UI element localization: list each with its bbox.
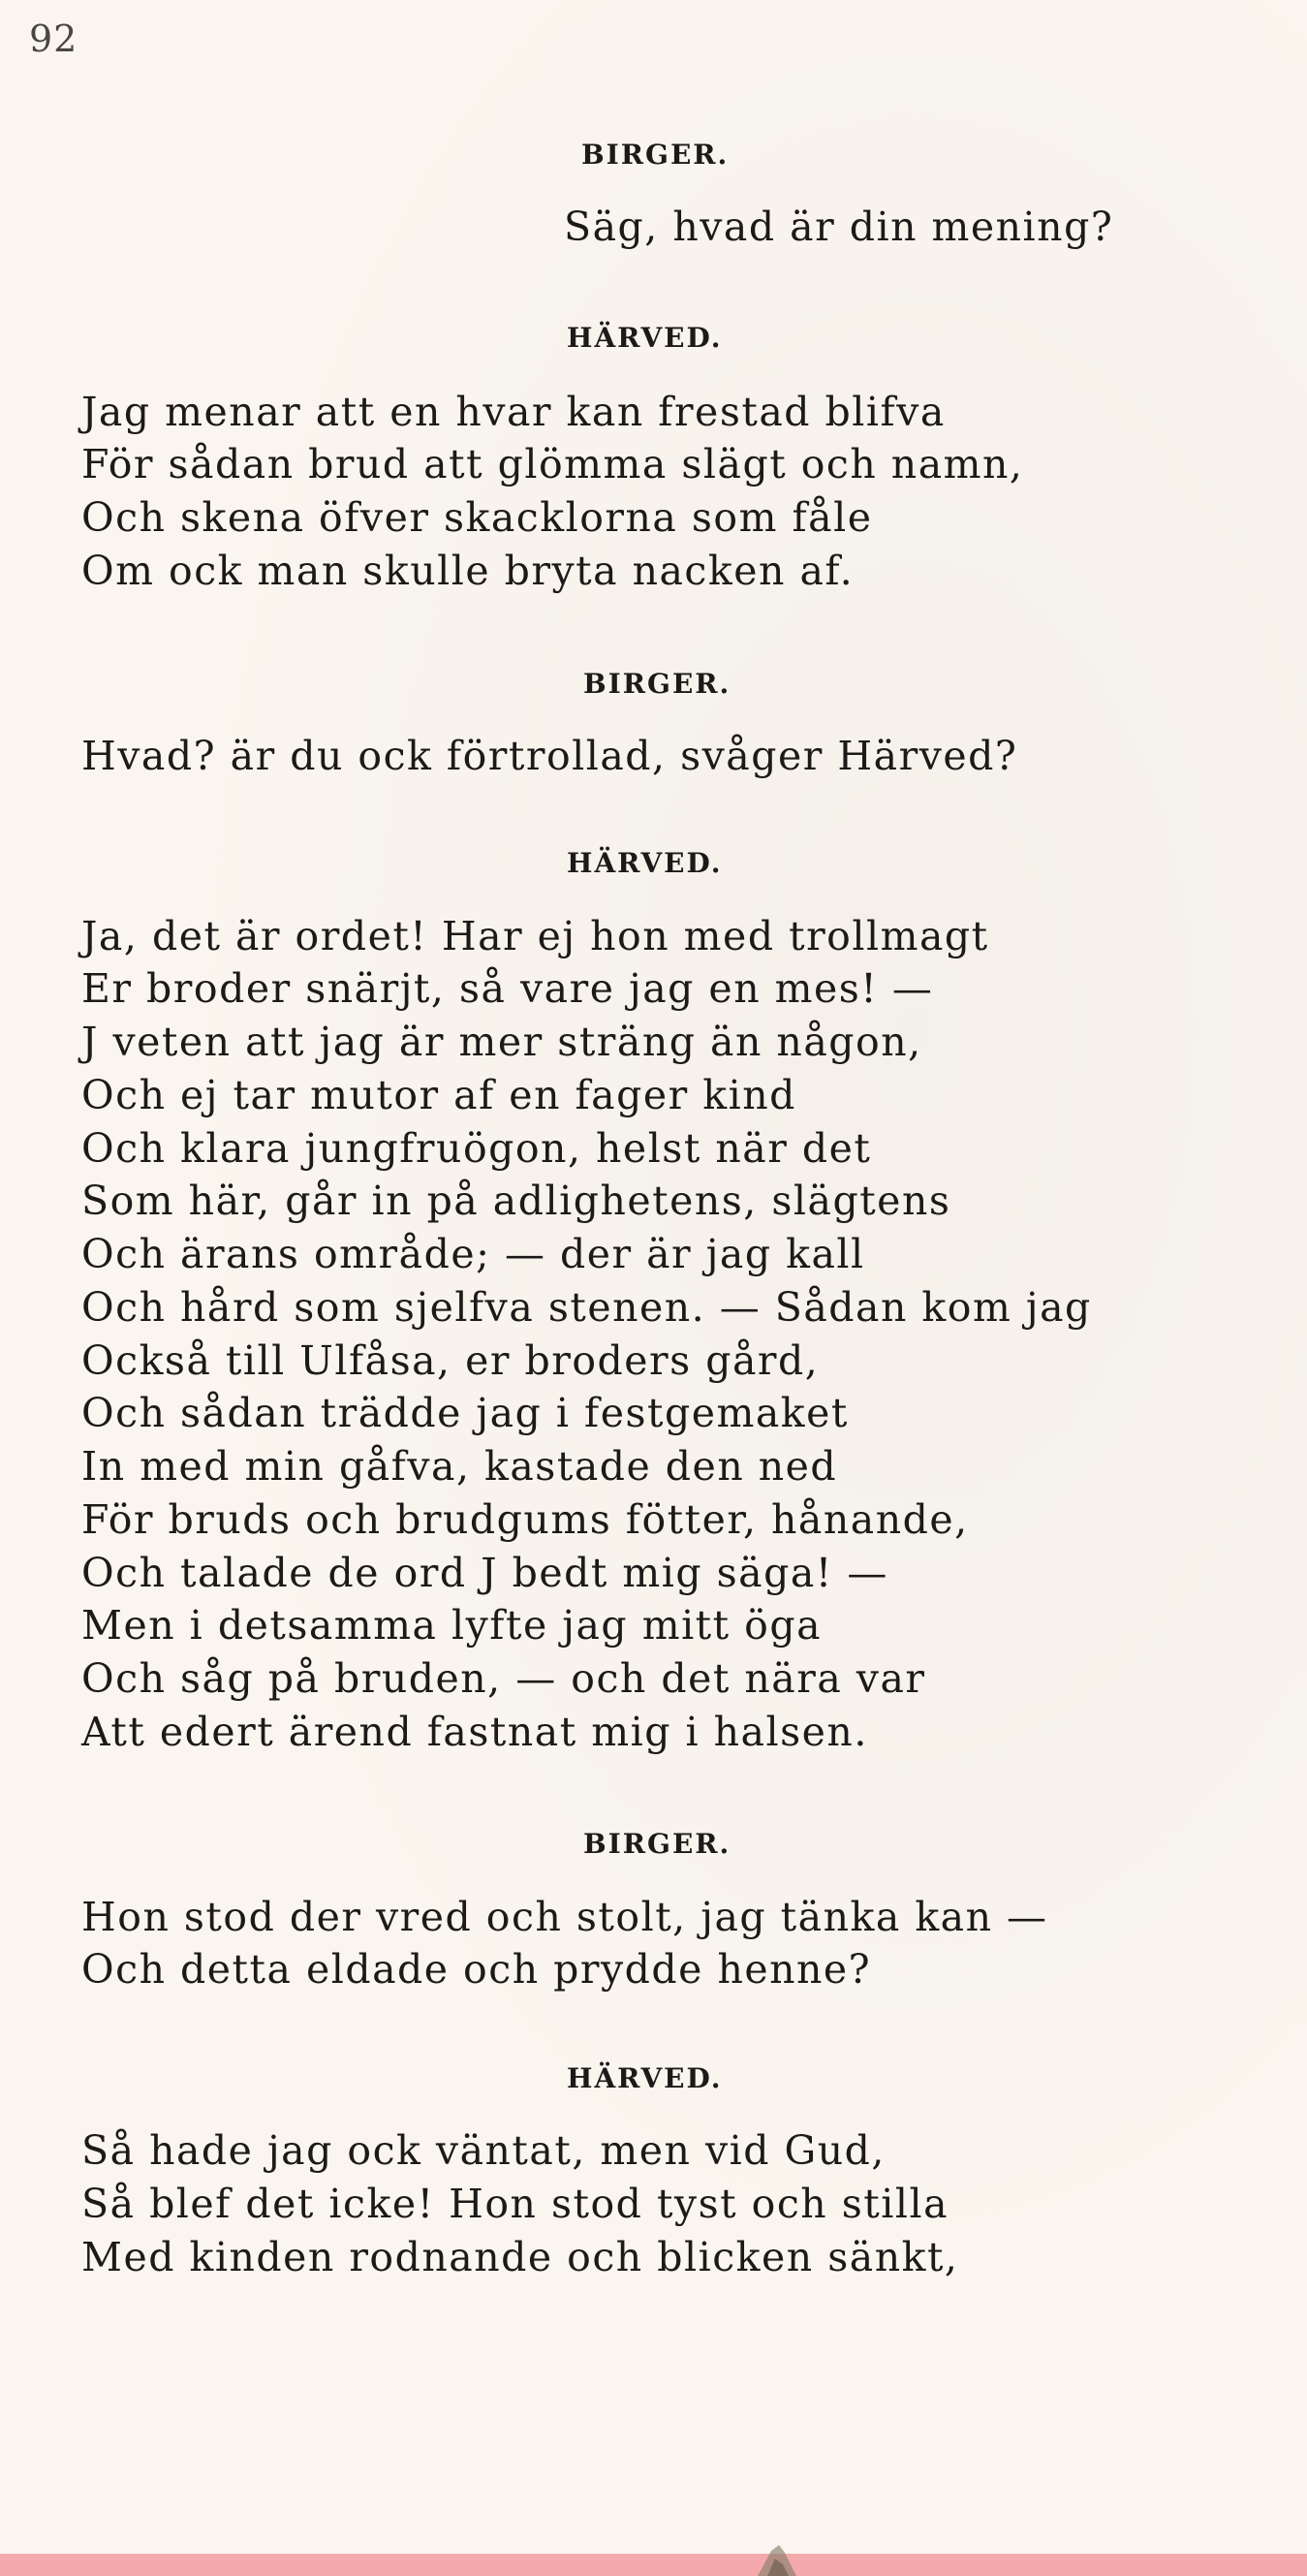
speaker-name: BIRGER. — [581, 139, 730, 171]
verse-line: Och ej tar mutor af en fager kind — [81, 1072, 796, 1118]
verse-line: Er broder snärjt, så vare jag en mes! — — [81, 965, 934, 1012]
verse-line: Hvad? är du ock förtrollad, svåger Härved? — [81, 733, 1018, 779]
bottom-color-band — [0, 2554, 1307, 2576]
verse-line: Men i detsamma lyfte jag mitt öga — [81, 1602, 823, 1649]
verse-line: Och ärans område; — der är jag kall — [81, 1231, 865, 1277]
verse-line: Om ock man skulle bryta nacken af. — [81, 548, 855, 594]
speaker-name: HÄRVED. — [567, 2062, 723, 2094]
verse-line: Och klara jungfruögon, helst när det — [81, 1125, 872, 1172]
verse-line: Och hård som sjelfva stenen. — Sådan kom jag — [81, 1284, 1092, 1331]
verse-line: Så blef det icke! Hon stod tyst och stilla — [81, 2181, 949, 2227]
speaker-name: BIRGER. — [583, 668, 731, 700]
speaker-name: BIRGER. — [583, 1828, 731, 1860]
verse-line: J veten att jag är mer sträng än någon, — [81, 1019, 922, 1065]
verse-line: Ja, det är ordet! Har ej hon med trollmagt — [81, 913, 989, 959]
verse-line: Och skena öfver skacklorna som fåle — [81, 494, 873, 541]
verse-line: Och såg på bruden, — och det nära var — [81, 1655, 926, 1702]
verse-line: Och sådan trädde jag i festgemaket — [81, 1390, 849, 1436]
verse-line: Med kinden rodnande och blicken sänkt, — [81, 2234, 959, 2280]
verse-line: Som här, går in på adlighetens, slägtens — [81, 1178, 951, 1224]
binding-mark-icon — [754, 2531, 798, 2576]
speaker-name: HÄRVED. — [567, 847, 723, 879]
verse-line: Säg, hvad är din mening? — [564, 204, 1114, 250]
verse-line: Jag menar att en hvar kan frestad blifva — [81, 389, 946, 435]
verse-line: Att edert ärend fastnat mig i halsen. — [81, 1709, 868, 1755]
verse-line: Och detta eldade och prydde henne? — [81, 1946, 872, 1993]
speaker-name: HÄRVED. — [567, 322, 723, 354]
verse-line: Också till Ulfåsa, er broders gård, — [81, 1337, 820, 1384]
verse-line: In med min gåfva, kastade den ned — [81, 1443, 838, 1490]
verse-line: För sådan brud att glömma slägt och namn, — [81, 441, 1024, 487]
verse-line: Hon stod der vred och stolt, jag tänka kan — — [81, 1894, 1048, 1940]
verse-line: För bruds och brudgums fötter, hånande, — [81, 1496, 969, 1543]
page-number: 92 — [29, 17, 78, 60]
verse-line: Och talade de ord J bedt mig säga! — — [81, 1550, 888, 1596]
verse-line: Så hade jag ock väntat, men vid Gud, — [81, 2127, 886, 2174]
